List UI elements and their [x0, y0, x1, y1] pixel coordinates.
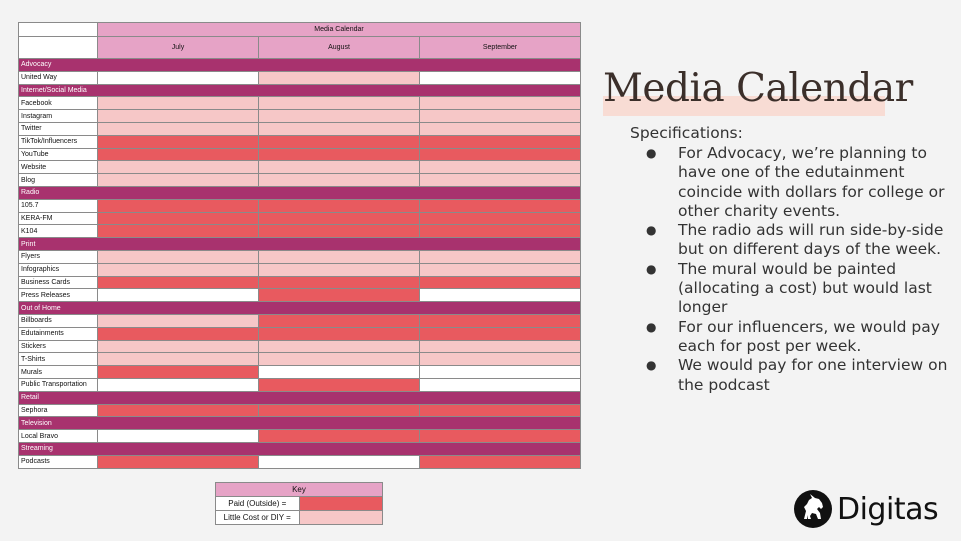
- calendar-cell-paid: [259, 135, 420, 148]
- row-label: Business Cards: [19, 276, 98, 289]
- calendar-cell-little: [420, 97, 581, 110]
- calendar-cell-little: [259, 97, 420, 110]
- row-label: Infographics: [19, 263, 98, 276]
- bullet-icon: ●: [646, 223, 657, 238]
- table-row: [19, 148, 581, 161]
- bullet-text: For Advocacy, we’re planning to have one of the edutainment coincide with dollars for college or other charity events.: [678, 144, 945, 220]
- slide-title-wrap: [603, 66, 913, 111]
- table-row: [19, 97, 581, 110]
- calendar-cell-little: [259, 250, 420, 263]
- calendar-cell-little: [98, 250, 259, 263]
- calendar-cell-paid: [98, 366, 259, 379]
- section-row: [19, 84, 581, 97]
- row-label: Press Releases: [19, 289, 98, 302]
- row-label: Twitter: [19, 122, 98, 135]
- calendar-cell-paid: [98, 225, 259, 238]
- list-item: [630, 221, 950, 260]
- table-row: [19, 430, 581, 443]
- calendar-cell-paid: [420, 276, 581, 289]
- calendar-cell-paid: [259, 378, 420, 391]
- row-label: Facebook: [19, 97, 98, 110]
- specs-heading: Specifications:: [630, 124, 743, 142]
- table-row: [19, 212, 581, 225]
- calendar-cell-paid: [98, 148, 259, 161]
- calendar-cell-paid: [259, 276, 420, 289]
- row-label: Local Bravo: [19, 430, 98, 443]
- section-row: [19, 391, 581, 404]
- calendar-cell-little: [259, 353, 420, 366]
- table-row: [19, 263, 581, 276]
- table-row: [19, 340, 581, 353]
- section-label: Television: [19, 417, 581, 430]
- calendar-cell-paid: [420, 148, 581, 161]
- calendar-cell-paid: [420, 212, 581, 225]
- logo-text: Digitas: [837, 491, 939, 527]
- table-row: [19, 174, 581, 187]
- month-header-august: August: [259, 37, 420, 59]
- calendar-cell-little: [420, 340, 581, 353]
- row-label: Podcasts: [19, 455, 98, 468]
- calendar-cell-little: [259, 174, 420, 187]
- month-header-row: [19, 37, 581, 59]
- row-label: 105.7: [19, 199, 98, 212]
- key-table: [215, 482, 383, 525]
- calendar-cell-little: [420, 353, 581, 366]
- row-label: Website: [19, 161, 98, 174]
- calendar-cell-paid: [259, 327, 420, 340]
- calendar-cell-paid: [420, 199, 581, 212]
- calendar-cell-little: [420, 110, 581, 123]
- table-row: [19, 161, 581, 174]
- calendar-cell-paid: [420, 404, 581, 417]
- calendar-cell-paid: [98, 199, 259, 212]
- row-label: T-Shirts: [19, 353, 98, 366]
- calendar-cell-paid: [259, 148, 420, 161]
- table-row: [19, 71, 581, 84]
- calendar-cell-paid: [420, 225, 581, 238]
- row-label: Stickers: [19, 340, 98, 353]
- row-label: Flyers: [19, 250, 98, 263]
- row-label: KERA-FM: [19, 212, 98, 225]
- calendar-cell-paid: [259, 199, 420, 212]
- month-header-july: July: [98, 37, 259, 59]
- table-row: [19, 250, 581, 263]
- key-title: Key: [216, 483, 383, 497]
- bullet-text: We would pay for one interview on the podcast: [678, 356, 948, 394]
- bullet-text: The mural would be painted (allocating a cost) but would last longer: [678, 259, 932, 317]
- bullet-icon: ●: [646, 358, 657, 373]
- row-label: YouTube: [19, 148, 98, 161]
- list-item: [630, 318, 950, 357]
- calendar-cell-paid: [420, 327, 581, 340]
- row-label: Public Transportation: [19, 378, 98, 391]
- calendar-cell-paid: [420, 430, 581, 443]
- calendar-cell-little: [98, 314, 259, 327]
- key-paid-label: Paid (Outside) =: [216, 497, 300, 511]
- section-row: [19, 186, 581, 199]
- calendar-cell-paid: [420, 455, 581, 468]
- calendar-cell-little: [259, 110, 420, 123]
- section-row: [19, 442, 581, 455]
- row-label: Murals: [19, 366, 98, 379]
- table-row: [19, 404, 581, 417]
- calendar-cell-paid: [259, 289, 420, 302]
- calendar-cell-none: [259, 366, 420, 379]
- table-row: [19, 199, 581, 212]
- bullet-text: For our influencers, we would pay each for post per week.: [678, 317, 940, 355]
- calendar-cell-little: [98, 110, 259, 123]
- calendar-cell-none: [420, 378, 581, 391]
- calendar-cell-none: [259, 455, 420, 468]
- table-row: [19, 135, 581, 148]
- corner-cell: [19, 37, 98, 59]
- corner-cell: [19, 23, 98, 37]
- section-label: Retail: [19, 391, 581, 404]
- specifications: [630, 124, 950, 395]
- calendar-cell-little: [98, 97, 259, 110]
- table-row: [19, 289, 581, 302]
- table-row: [19, 353, 581, 366]
- calendar-cell-little: [259, 263, 420, 276]
- key-paid-swatch: [299, 497, 383, 511]
- calendar-cell-little: [420, 122, 581, 135]
- key-little-swatch: [299, 511, 383, 525]
- bullet-icon: ●: [646, 319, 657, 334]
- calendar-cell-little: [420, 263, 581, 276]
- calendar-cell-none: [98, 71, 259, 84]
- slide-title: Media Calendar: [603, 66, 913, 111]
- digitas-logo: [793, 487, 938, 531]
- calendar-cell-little: [98, 353, 259, 366]
- table-row: [19, 314, 581, 327]
- table-row: [19, 122, 581, 135]
- calendar-cell-paid: [420, 135, 581, 148]
- calendar-cell-little: [259, 340, 420, 353]
- section-label: Streaming: [19, 442, 581, 455]
- list-item: [630, 356, 950, 395]
- section-label: Radio: [19, 186, 581, 199]
- calendar-cell-none: [98, 378, 259, 391]
- row-label: Instagram: [19, 110, 98, 123]
- table-row: [19, 110, 581, 123]
- list-item: [630, 144, 950, 221]
- row-label: Billboards: [19, 314, 98, 327]
- calendar-cell-little: [420, 161, 581, 174]
- calendar-cell-paid: [98, 276, 259, 289]
- row-label: Blog: [19, 174, 98, 187]
- section-row: [19, 302, 581, 315]
- section-label: Out of Home: [19, 302, 581, 315]
- calendar-cell-paid: [420, 314, 581, 327]
- table-row: [19, 225, 581, 238]
- calendar-cell-little: [259, 161, 420, 174]
- row-label: TikTok/Influencers: [19, 135, 98, 148]
- calendar-cell-paid: [98, 327, 259, 340]
- calendar-cell-none: [98, 289, 259, 302]
- calendar-title: Media Calendar: [98, 23, 581, 37]
- calendar-cell-none: [98, 430, 259, 443]
- row-label: K104: [19, 225, 98, 238]
- section-label: Print: [19, 238, 581, 251]
- specs-list: [630, 144, 950, 395]
- table-row: [19, 327, 581, 340]
- section-row: [19, 59, 581, 72]
- calendar-title-row: [19, 23, 581, 37]
- calendar-cell-little: [420, 174, 581, 187]
- table-row: [19, 378, 581, 391]
- calendar-cell-paid: [98, 212, 259, 225]
- key-little-label: Little Cost or DIY =: [216, 511, 300, 525]
- calendar-cell-little: [259, 122, 420, 135]
- section-label: Internet/Social Media: [19, 84, 581, 97]
- calendar-cell-little: [98, 122, 259, 135]
- media-calendar-table: [18, 22, 581, 469]
- calendar-cell-little: [420, 250, 581, 263]
- calendar-cell-paid: [259, 404, 420, 417]
- bullet-text: The radio ads will run side-by-side but on different days of the week.: [678, 221, 944, 259]
- calendar-cell-paid: [98, 135, 259, 148]
- month-header-september: September: [420, 37, 581, 59]
- calendar-cell-little: [98, 340, 259, 353]
- calendar-cell-little: [259, 71, 420, 84]
- bullet-icon: ●: [646, 146, 657, 160]
- calendar-cell-none: [420, 366, 581, 379]
- section-row: [19, 417, 581, 430]
- table-row: [19, 366, 581, 379]
- calendar-cell-little: [98, 161, 259, 174]
- calendar-cell-paid: [259, 212, 420, 225]
- row-label: Sephora: [19, 404, 98, 417]
- section-row: [19, 238, 581, 251]
- section-label: Advocacy: [19, 59, 581, 72]
- calendar-cell-paid: [259, 430, 420, 443]
- row-label: United Way: [19, 71, 98, 84]
- calendar-cell-paid: [98, 404, 259, 417]
- calendar-cell-little: [98, 263, 259, 276]
- calendar-cell-paid: [259, 314, 420, 327]
- calendar-cell-none: [420, 71, 581, 84]
- list-item: [630, 260, 950, 318]
- row-label: Edutainments: [19, 327, 98, 340]
- calendar-cell-paid: [98, 455, 259, 468]
- calendar-cell-little: [98, 174, 259, 187]
- table-row: [19, 276, 581, 289]
- bullet-icon: ●: [646, 261, 657, 276]
- calendar-cell-none: [420, 289, 581, 302]
- unicorn-icon: [793, 489, 833, 529]
- calendar-cell-paid: [259, 225, 420, 238]
- table-row: [19, 455, 581, 468]
